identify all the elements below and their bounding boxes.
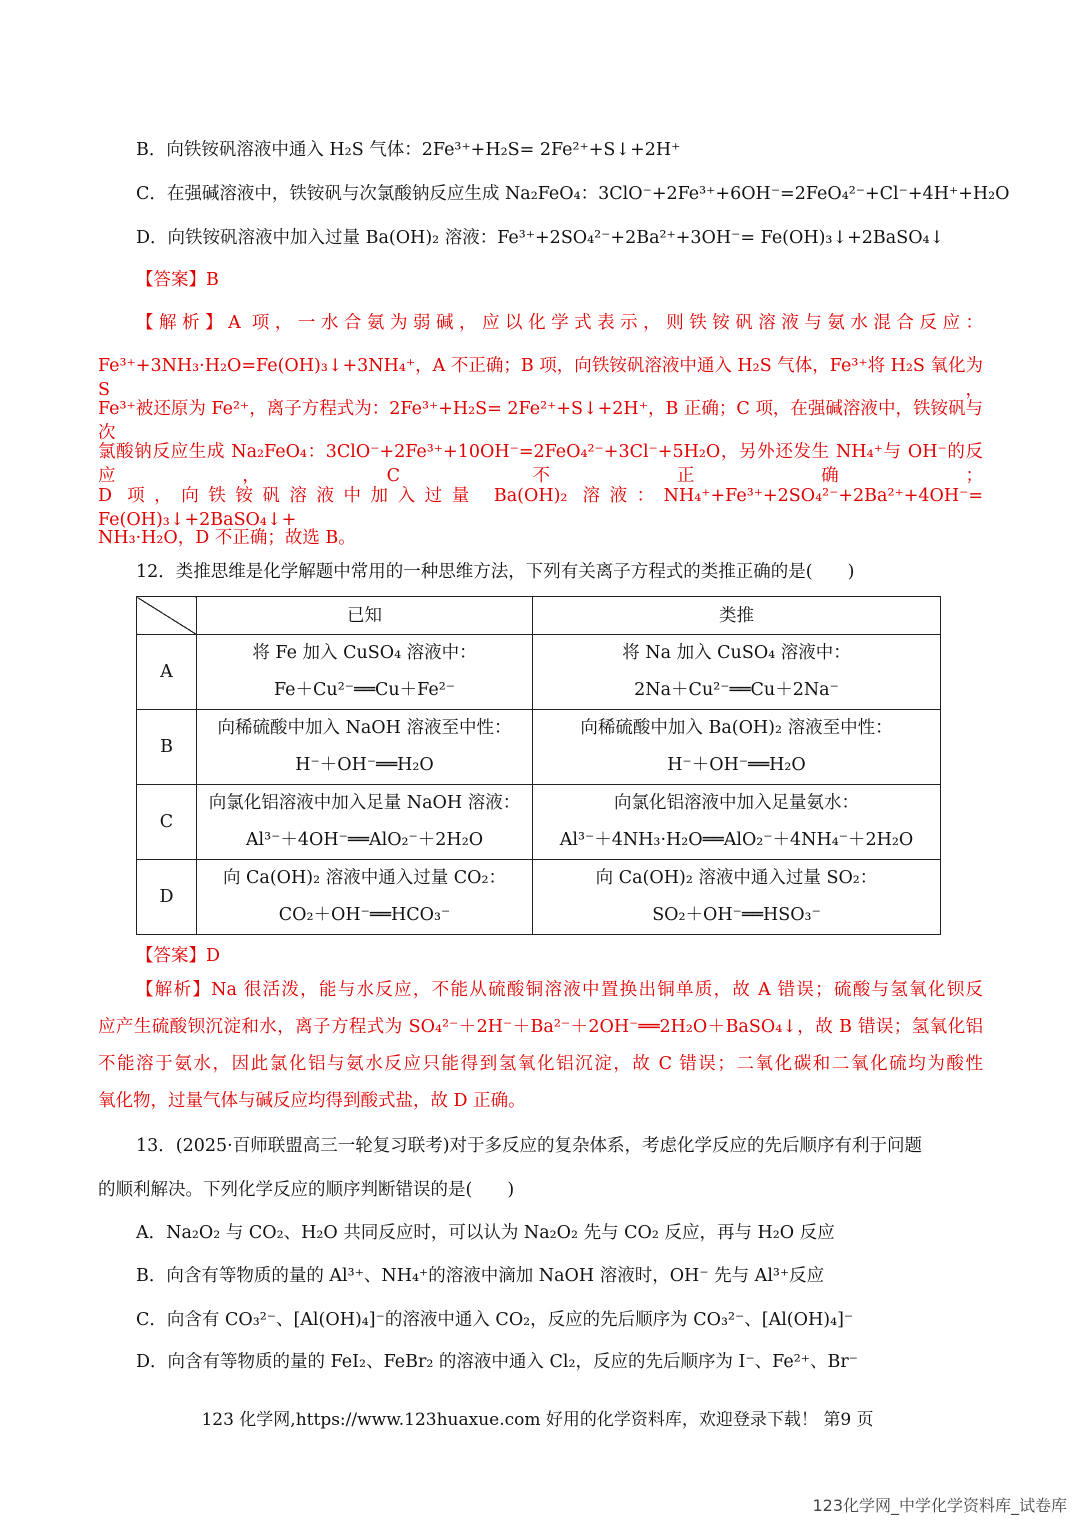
analogy-equation: H⁻＋OH⁻══H₂O — [667, 755, 806, 775]
row-option: B — [137, 710, 197, 785]
analogy-text: 向 Ca(OH)₂ 溶液中通入过量 SO₂： — [595, 868, 878, 888]
analogy-cell — [533, 785, 941, 860]
known-text: 向氯化铝溶液中加入足量 NaOH 溶液： — [208, 793, 521, 813]
option-c: C．向含有 CO₃²⁻、[Al(OH)₄]⁻的溶液中通入 CO₂，反应的先后顺序为 CO₃²⁻、[Al(OH)₄]⁻ — [136, 1310, 854, 1330]
diagonal-header-cell — [137, 597, 197, 635]
table-header-row — [137, 597, 941, 635]
table-row — [137, 860, 941, 935]
header-analogy: 类推 — [533, 597, 941, 635]
page-footer: 123 化学网,https://www.123huaxue.com 好用的化学资料库，欢迎登录下载！ 第9 页 — [201, 1410, 874, 1430]
known-cell — [197, 710, 533, 785]
analogy-text: 向稀硫酸中加入 Ba(OH)₂ 溶液至中性： — [580, 718, 893, 738]
question-12-stem: 12．类推思维是化学解题中常用的一种思维方法，下列有关离子方程式的类推正确的是( ) — [136, 562, 855, 582]
option-c: C．在强碱溶液中，铁铵矾与次氯酸钠反应生成 Na₂FeO₄：3ClO⁻+2Fe³⁺+6OH⁻=2FeO₄²⁻+Cl⁻+4H⁺+H₂O — [136, 184, 1010, 204]
option-b: B．向含有等物质的量的 Al³⁺、NH₄⁺的溶液中滴加 NaOH 溶液时，OH⁻ 先与 Al³⁺反应 — [136, 1266, 825, 1286]
analysis-line: 不能溶于氨水，因此氯化铝与氨水反应只能得到氢氧化铝沉淀，故 C 错误；二氧化碳和二氧化硫均为酸性 — [98, 1054, 983, 1074]
known-cell — [197, 860, 533, 935]
option-d: D．向含有等物质的量的 FeI₂、FeBr₂ 的溶液中通入 Cl₂，反应的先后顺序为 I⁻、Fe²⁺、Br⁻ — [136, 1352, 858, 1372]
answer-label: 【答案】D — [136, 946, 221, 966]
answer-label: 【答案】B — [136, 270, 219, 290]
table-row — [137, 710, 941, 785]
option-d: D．向铁铵矾溶液中加入过量 Ba(OH)₂ 溶液：Fe³⁺+2SO₄²⁻+2Ba²⁺+3OH⁻= Fe(OH)₃↓+2BaSO₄↓ — [136, 228, 945, 248]
row-option: A — [137, 635, 197, 710]
known-cell — [197, 785, 533, 860]
analogy-cell — [533, 710, 941, 785]
question-13-stem-cont: 的顺利解决。下列化学反应的顺序判断错误的是( ) — [98, 1180, 515, 1200]
analogy-cell — [533, 635, 941, 710]
analysis-line: Fe³⁺+3NH₃·H₂O=Fe(OH)₃↓+3NH₄⁺，A 不正确；B 项，向铁铵矾溶液中通入 H₂S 气体，Fe³⁺将 H₂S 氧化为 S， — [98, 356, 983, 400]
analysis-line: D 项，向铁铵矾溶液中加入过量 Ba(OH)₂ 溶液：NH₄⁺+Fe³⁺+2SO₄²⁻+2Ba²⁺+4OH⁻= Fe(OH)₃↓+2BaSO₄↓+ — [98, 486, 983, 530]
analogy-equation: Al³⁻＋4NH₃·H₂O══AlO₂⁻＋4NH₄⁻＋2H₂O — [559, 830, 914, 850]
analogy-text: 向氯化铝溶液中加入足量氨水： — [614, 793, 859, 813]
question-13-stem: 13．(2025·百师联盟高三一轮复习联考)对于多反应的复杂体系，考虑化学反应的先后顺序有利于问题 — [136, 1136, 923, 1156]
option-b: B．向铁铵矾溶液中通入 H₂S 气体：2Fe³⁺+H₂S= 2Fe²⁺+S↓+2H⁺ — [136, 140, 681, 160]
table-row — [137, 785, 941, 860]
row-option: D — [137, 860, 197, 935]
known-text: 向 Ca(OH)₂ 溶液中通入过量 CO₂： — [222, 868, 507, 888]
known-text: 将 Fe 加入 CuSO₄ 溶液中： — [252, 643, 477, 663]
known-equation: H⁻＋OH⁻══H₂O — [295, 755, 434, 775]
option-a: A．Na₂O₂ 与 CO₂、H₂O 共同反应时，可以认为 Na₂O₂ 先与 CO₂ 反应，再与 H₂O 反应 — [136, 1223, 835, 1243]
analogy-equation: SO₂＋OH⁻══HSO₃⁻ — [652, 905, 821, 925]
analysis-line: 【解析】Na 很活泼，能与水反应，不能从硫酸铜溶液中置换出铜单质，故 A 错误；硫酸与氢氧化钡反 — [136, 980, 983, 1000]
known-text: 向稀硫酸中加入 NaOH 溶液至中性： — [217, 718, 512, 738]
analysis-line: 氯酸钠反应生成 Na₂FeO₄：3ClO⁻+2Fe³⁺+10OH⁻=2FeO₄²⁻+3Cl⁻+5H₂O，另外还发生 NH₄⁺与 OH⁻的反应，C 不正确； — [98, 442, 983, 486]
analysis-line: 【解析】A 项，一水合氨为弱碱，应以化学式表示，则铁铵矾溶液与氨水混合反应： — [136, 313, 983, 333]
analogy-text: 将 Na 加入 CuSO₄ 溶液中： — [622, 643, 851, 663]
analogy-equation: 2Na＋Cu²⁻══Cu＋2Na⁻ — [634, 680, 839, 700]
table-row — [137, 635, 941, 710]
analysis-line: 氧化物，过量气体与碱反应均得到酸式盐，故 D 正确。 — [98, 1091, 526, 1111]
analogy-cell — [533, 860, 941, 935]
header-known: 已知 — [197, 597, 533, 635]
analysis-line: Fe³⁺被还原为 Fe²⁺，离子方程式为：2Fe³⁺+H₂S= 2Fe²⁺+S↓+2H⁺，B 正确；C 项，在强碱溶液中，铁铵矾与次 — [98, 399, 983, 443]
known-equation: Fe＋Cu²⁻══Cu＋Fe²⁻ — [274, 680, 455, 700]
known-equation: Al³⁻＋4OH⁻══AlO₂⁻＋2H₂O — [245, 830, 484, 850]
known-cell — [197, 635, 533, 710]
analogy-table — [136, 596, 941, 935]
known-equation: CO₂＋OH⁻══HCO₃⁻ — [278, 905, 451, 925]
analysis-line: NH₃·H₂O，D 不正确；故选 B。 — [98, 528, 356, 548]
row-option: C — [137, 785, 197, 860]
site-watermark: 123化学网_中学化学资料库_试卷库 — [812, 1496, 1067, 1515]
analysis-line: 应产生硫酸钡沉淀和水，离子方程式为 SO₄²⁻＋2H⁻＋Ba²⁻＋2OH⁻══2H₂O＋BaSO₄↓，故 B 错误；氢氧化铝 — [98, 1017, 983, 1037]
